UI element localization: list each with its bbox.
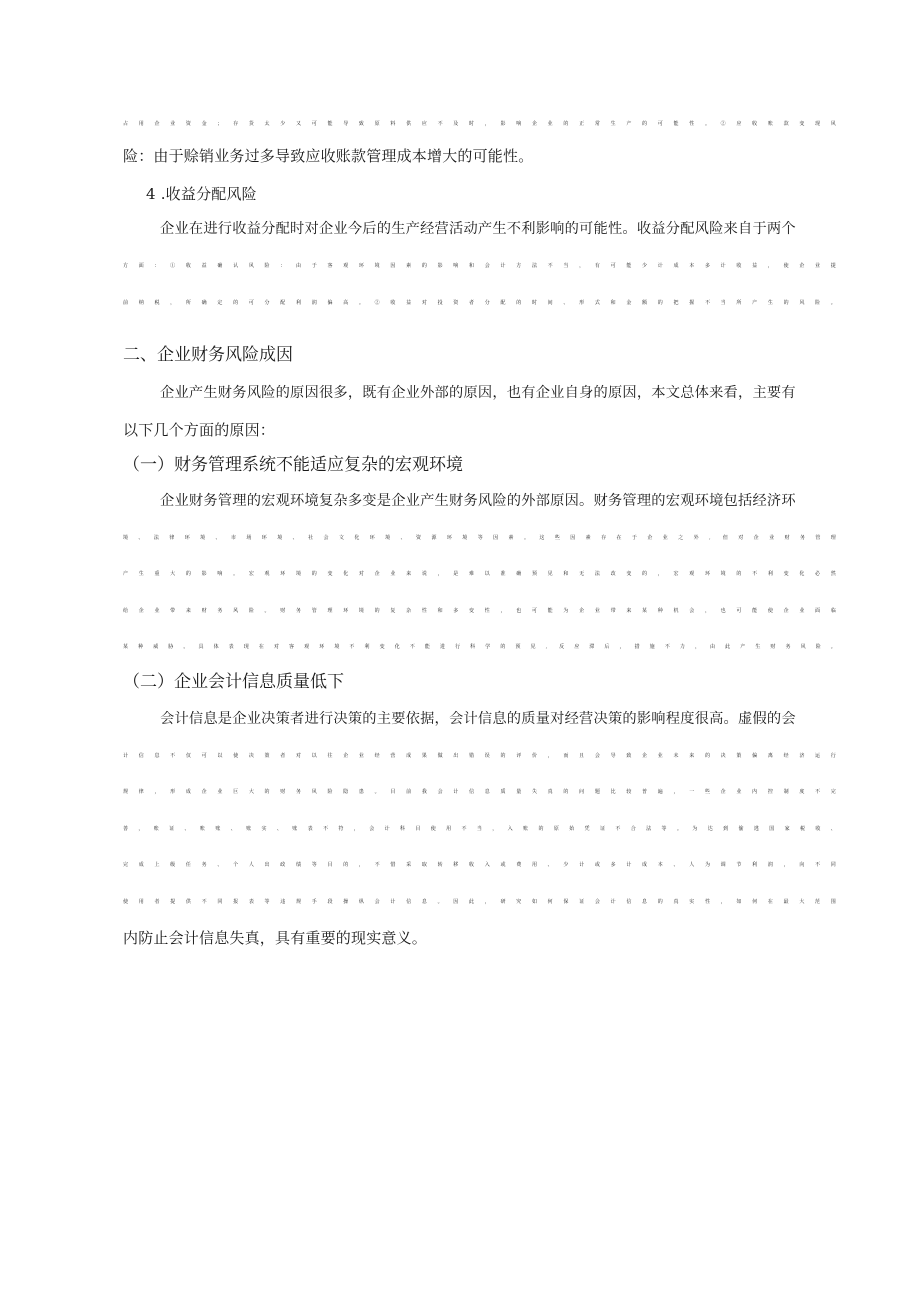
- paragraph-line: 计信息不仅可以使决策者对以往企业经营成果做出错误的评价，而且会导致企业未来的决策偏离经济运行: [123, 753, 836, 759]
- paragraph-line: 险：由于赊销业务过多导致应收账款管理成本增大的可能性。: [123, 147, 534, 165]
- paragraph-line: 方面：①收益确认风险：由于客观环境因素的影响和会计方法不当，有可能少计成本多计收益，使企业提: [123, 263, 836, 269]
- paragraph-line: 境、法律环境、市场环境、社会文化环境、资源环境等因素。这些因素存在于企业之外, 但对企业财务管理: [123, 535, 836, 541]
- paragraph-line: 给企业带来财务风险。财务管理环境的复杂性和多变性，也可能为企业带来某种机会，也可能使企业面临: [123, 608, 836, 614]
- section-heading: 二、企业财务风险成因: [123, 345, 293, 365]
- subsection-heading: （一）财务管理系统不能适应复杂的宏观环境: [123, 455, 463, 475]
- paragraph-line: 会计信息是企业决策者进行决策的主要依据，会计信息的质量对经营决策的影响程度很高。虚假的会: [160, 711, 796, 727]
- paragraph-line: 内防止会计信息失真，具有重要的现实意义。: [123, 929, 428, 947]
- subsection-heading: （二）企业会计信息质量低下: [123, 672, 344, 692]
- paragraph-line: 某种威胁。具体表现在对客观环境不利变化不能进行科学的预见, 反应滞后，措施不力，由此产生财务风险。: [123, 644, 836, 650]
- paragraph-line: 规律，形成企业巨大的财务风险隐患。目前我会计信息质量失真的问题比较普遍，一些企业内控制度不完: [123, 789, 836, 795]
- paragraph-line: 完成上级任务、个人出政绩等目的，不惜采取转移收入或费用、少计或多计成本、人为调节利润，向不同: [123, 862, 836, 868]
- paragraph-line: 前纳税，所确定的可分配利润偏高。②收益对投资者分配的时间、形式和金额的把握不当所产生的风险。: [123, 300, 836, 306]
- paragraph-line: 企业产生财务风险的原因很多，既有企业外部的原因，也有企业自身的原因，本文总体来看，主要有: [160, 385, 796, 401]
- paragraph-line: 企业财务管理的宏观环境复杂多变是企业产生财务风险的外部原因。财务管理的宏观环境包括经济环: [160, 493, 796, 509]
- paragraph-line: 使用者提供不同报表等违规手段操纵会计信息。因此，研究如何保证会计信息的真实性，如何在最大范围: [123, 899, 836, 905]
- paragraph-line: 占用企业资金；存货太少又可能导致原料供应不及时，影响企业的正常生产的可能性。②应收账款变现风: [123, 121, 836, 127]
- paragraph-line: 以下几个方面的原因：: [123, 421, 276, 439]
- item-heading: 4 .收益分配风险: [146, 185, 257, 203]
- paragraph-line: 善，账证、账账、账实、账表不符，会计科目使用不当，入账的原始凭证不合法等。为达到偷逃国家税收、: [123, 826, 836, 832]
- paragraph-line: 产生重大的影响。宏观环境的变化对企业来说，是难以准确预见和无法改变的，宏观环境的不利变化必然: [123, 571, 836, 577]
- paragraph-line: 企业在进行收益分配时对企业今后的生产经营活动产生不利影响的可能性。收益分配风险来自于两个: [160, 221, 796, 237]
